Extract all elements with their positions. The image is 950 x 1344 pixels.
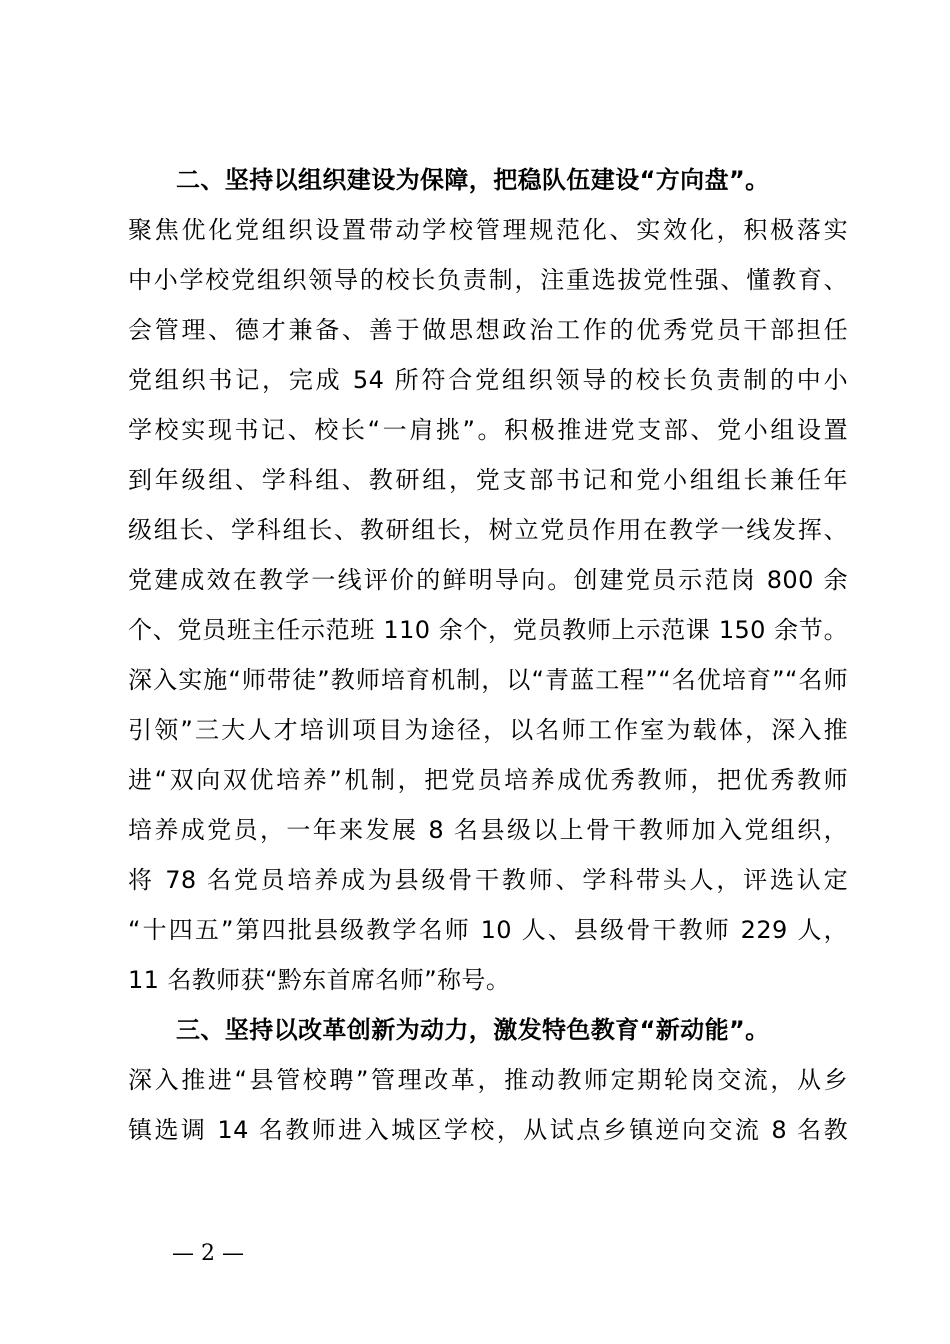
paragraph-line: 将 78 名党员培养成为县级骨干教师、学科带头人，评选认定 <box>128 866 848 894</box>
paragraph-line: 党建成效在教学一线评价的鲜明导向。创建党员示范岗 800 余 <box>128 566 848 594</box>
paragraph-line: 培养成党员，一年来发展 8 名县级以上骨干教师加入党组织， <box>128 816 848 844</box>
paragraph-line: 级组长、学科组长、教研组长，树立党员作用在教学一线发挥、 <box>128 516 848 544</box>
paragraph-line-last: 11 名教师获“黔东首席名师”称号。 <box>128 966 511 994</box>
paragraph-line: “十四五”第四批县级教学名师 10 人、县级骨干教师 229 人， <box>128 916 848 944</box>
paragraph-line: 进“双向双优培养”机制，把党员培养成优秀教师，把优秀教师 <box>128 766 848 794</box>
paragraph-line: 党组织书记，完成 54 所符合党组织领导的校长负责制的中小 <box>128 366 848 394</box>
paragraph-line: 聚焦优化党组织设置带动学校管理规范化、实效化，积极落实 <box>128 216 848 244</box>
paragraph-line: 深入实施“师带徒”教师培育机制，以“青蓝工程”“名优培育”“名师 <box>128 666 848 694</box>
paragraph-line: 中小学校党组织领导的校长负责制，注重选拔党性强、懂教育、 <box>128 266 848 294</box>
paragraph-line: 引领”三大人才培训项目为途径，以名师工作室为载体，深入推 <box>128 716 848 744</box>
paragraph-line: 到年级组、学科组、教研组，党支部书记和党小组组长兼任年 <box>128 466 848 494</box>
paragraph-line: 学校实现书记、校长“一肩挑”。积极推进党支部、党小组设置 <box>128 416 848 444</box>
section-3-heading: 三、坚持以改革创新为动力，激发特色教育“新动能”。 <box>176 1016 770 1044</box>
section-2-heading: 二、坚持以组织建设为保障，把稳队伍建设“方向盘”。 <box>176 166 770 194</box>
paragraph-line: 会管理、德才兼备、善于做思想政治工作的优秀党员干部担任 <box>128 316 848 344</box>
paragraph-line: 个、党员班主任示范班 110 余个，党员教师上示范课 150 余节。 <box>128 616 848 644</box>
page-number: — 2 — <box>172 1241 244 1266</box>
paragraph-line: 镇选调 14 名教师进入城区学校，从试点乡镇逆向交流 8 名教 <box>128 1116 848 1144</box>
paragraph-line: 深入推进“县管校聘”管理改革，推动教师定期轮岗交流，从乡 <box>128 1066 848 1094</box>
